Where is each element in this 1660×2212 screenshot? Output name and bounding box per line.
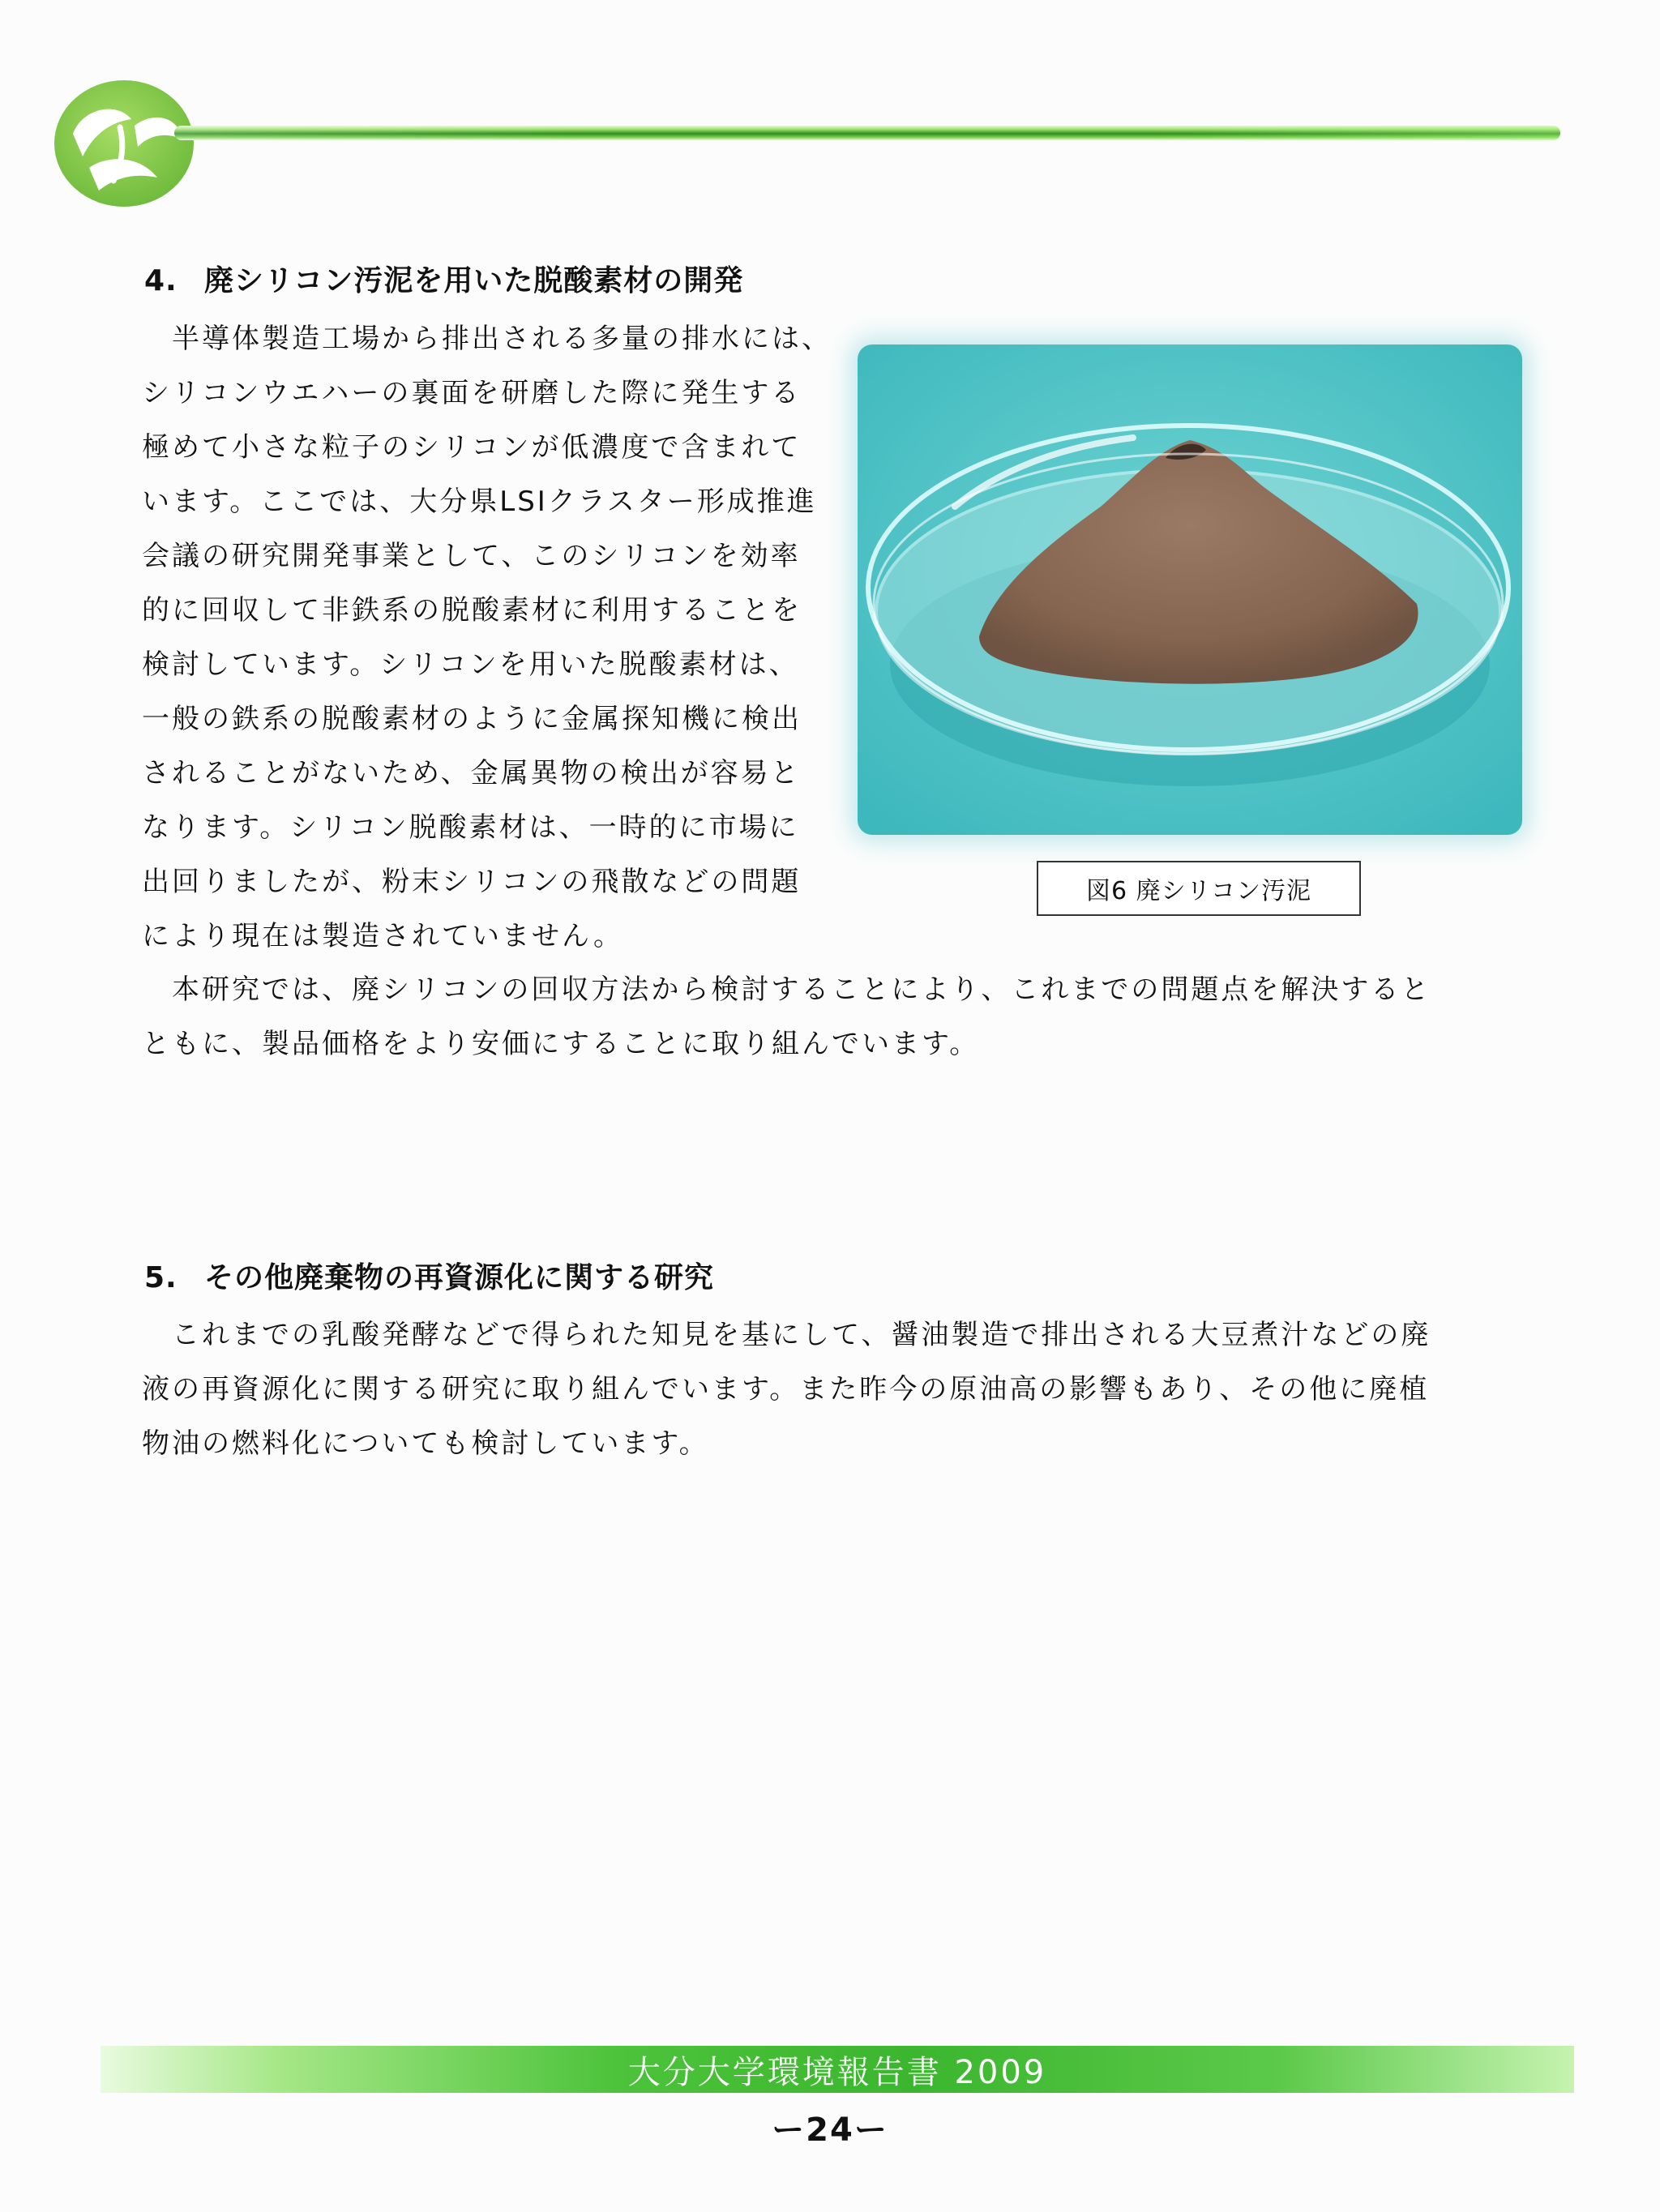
section-5-number: 5. <box>144 1261 178 1294</box>
text-line: 検討しています。シリコンを用いた脱酸素材は、 <box>142 648 799 681</box>
figure-6-photo <box>858 344 1522 835</box>
text-line: 液の再資源化に関する研究に取り組んでいます。また昨今の原油高の影響もあり、その他に廃植 <box>142 1373 1430 1405</box>
section-4-number: 4. <box>144 264 178 297</box>
text-line: 本研究では、廃シリコンの回収方法から検討することにより、これまでの問題点を解決すると <box>142 973 1431 1006</box>
leaf-logo-icon <box>50 77 198 211</box>
text-line: 会議の研究開発事業として、このシリコンを効率 <box>142 540 801 572</box>
text-line: 半導体製造工場から排出される多量の排水には、 <box>142 323 832 355</box>
text-line: により現在は製造されていません。 <box>142 920 624 952</box>
section-5-paragraph <box>142 1308 1431 1471</box>
section-4-heading <box>144 258 743 299</box>
header-rule <box>174 126 1560 140</box>
text-line: います。ここでは、大分県LSIクラスター形成推進 <box>142 486 817 518</box>
section-5-title: その他廃棄物の再資源化に関する研究 <box>204 1261 715 1294</box>
page-number: ー24ー <box>772 2111 888 2149</box>
section-4-paragraph-2 <box>142 963 1431 1072</box>
text-line: 極めて小さな粒子のシリコンが低濃度で含まれて <box>142 431 802 464</box>
text-line: なります。シリコン脱酸素材は、一時的に市場に <box>142 811 799 844</box>
text-line: 出回りましたが、粉末シリコンの飛散などの問題 <box>142 866 802 898</box>
section-5-heading <box>144 1255 714 1296</box>
figure-caption-text: 図6 廃シリコン汚泥 <box>1085 877 1312 905</box>
figure-6-caption <box>1037 861 1361 916</box>
text-line: ともに、製品価格をより安価にすることに取り組んでいます。 <box>142 1028 980 1060</box>
text-line: されることがないため、金属異物の検出が容易と <box>142 757 801 789</box>
section-4-paragraph-1 <box>142 312 832 964</box>
section-4-title: 廃シリコン汚泥を用いた脱酸素材の開発 <box>204 264 744 297</box>
text-line: シリコンウエハーの裏面を研磨した際に発生する <box>142 377 802 409</box>
text-line: 的に回収して非鉄系の脱酸素材に利用することを <box>142 594 802 627</box>
text-line: これまでの乳酸発酵などで得られた知見を基にして、醤油製造で排出される大豆煮汁などの廃 <box>142 1319 1431 1351</box>
text-line: 物油の燃料化についても検討しています。 <box>142 1427 709 1460</box>
text-line: 一般の鉄系の脱酸素材のように金属探知機に検出 <box>142 703 802 735</box>
report-title: 大分大学環境報告書 2009 <box>627 2053 1047 2091</box>
